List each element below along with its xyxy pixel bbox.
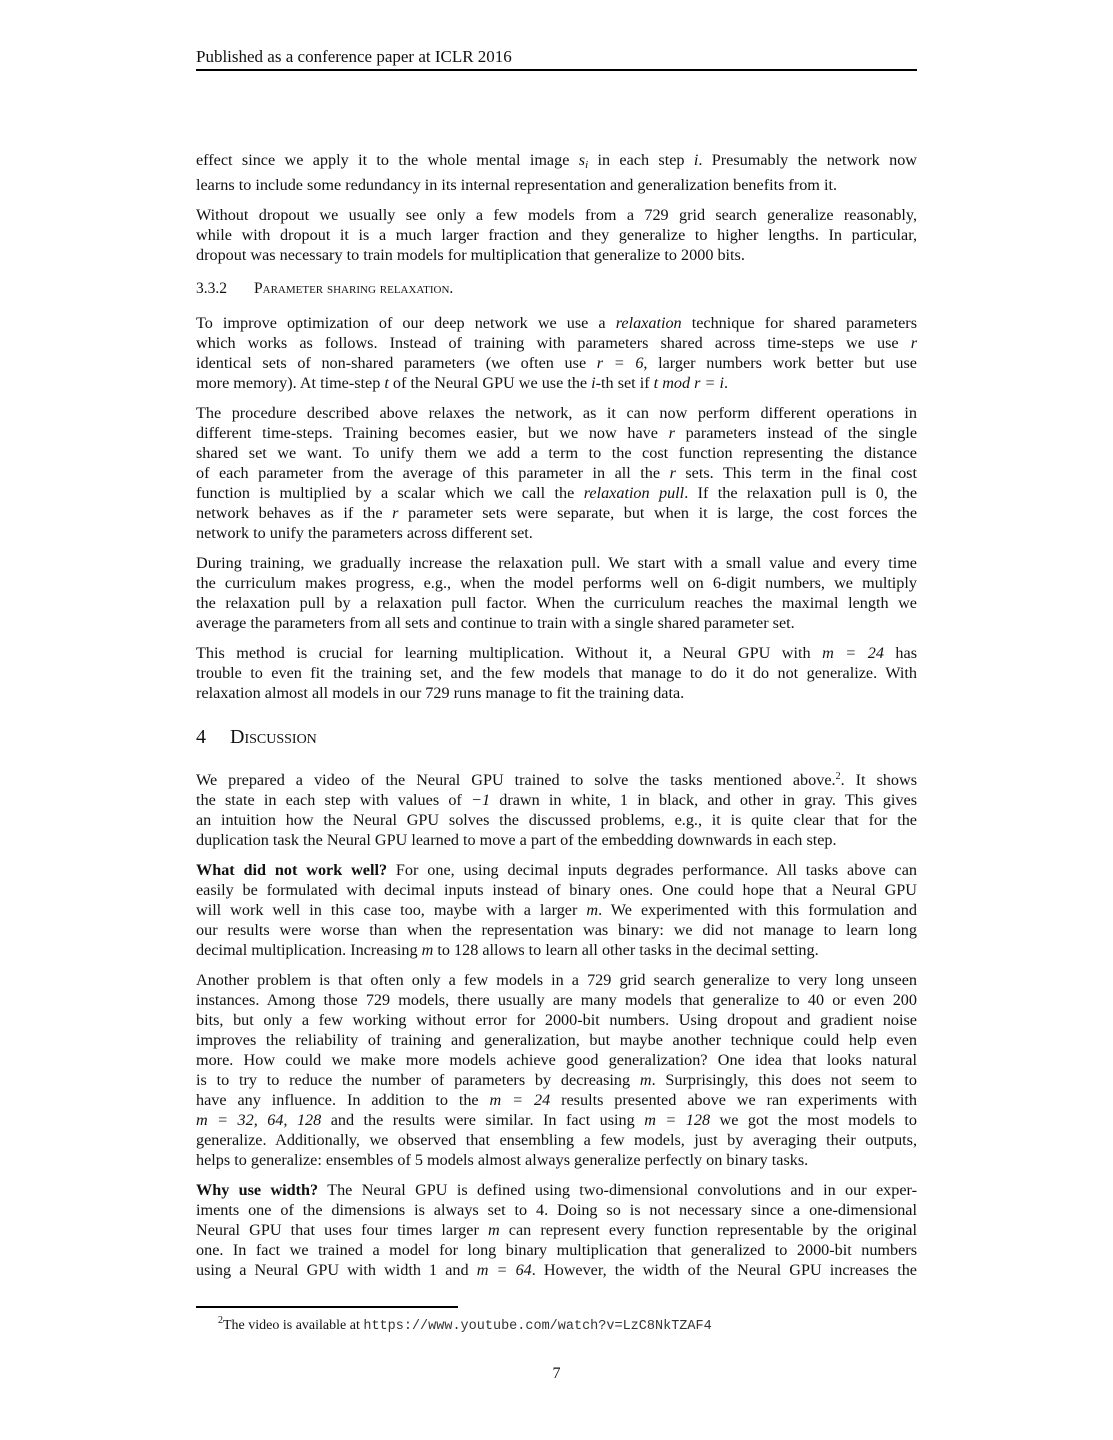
- text: the relaxation pull by a relaxation pull factor. When the curriculum reaches the maximal length we: [196, 594, 917, 612]
- math-t: t: [384, 374, 389, 392]
- math-equation: r = 6: [596, 354, 644, 372]
- text: . Presumably the network now: [698, 151, 917, 169]
- paragraph-dropout: [196, 205, 917, 265]
- text: more memory). At time-step: [196, 374, 385, 392]
- text: we got the most models to: [710, 1111, 918, 1129]
- text: Neural GPU that uses four times larger: [196, 1221, 488, 1239]
- text: network behaves as if the: [196, 504, 393, 522]
- text: identical sets of non-shared parameters (we often use: [196, 354, 597, 372]
- section-number: 3.3.2: [196, 280, 227, 297]
- text: trouble to even fit the training set, and the few models that manage to do it do not generalize. With: [196, 664, 917, 682]
- section-title: Parameter sharing relaxation.: [254, 280, 454, 297]
- text: decimal multiplication. Increasing: [196, 941, 422, 959]
- footnote-text: The video is available at: [223, 1318, 364, 1333]
- text: . Surprisingly, this does not seem to: [651, 1071, 917, 1089]
- text: , larger numbers work better but use: [643, 354, 917, 372]
- text: Another problem is that often only a few models in a 729 grid search generalize to very long unseen: [196, 971, 917, 989]
- math-equation: m = 64: [476, 1261, 532, 1279]
- footnote-url-link[interactable]: https://www.youtube.com/watch?v=LzC8NkTZAF4: [363, 1319, 712, 1334]
- math-m: m: [639, 1071, 652, 1089]
- math-m: m: [586, 901, 599, 919]
- emphasis: relaxation pull: [583, 484, 685, 502]
- emphasis: relaxation: [615, 314, 682, 332]
- footnote-ref[interactable]: 2: [835, 771, 841, 782]
- text: have any influence. In addition to the: [196, 1091, 490, 1109]
- section-heading-discussion: [196, 725, 917, 749]
- text: parameter sets were separate, but when it is large, the cost forces the: [398, 504, 917, 522]
- text: The Neural GPU is defined using two-dimensional convolutions and in our exper-: [318, 1181, 917, 1199]
- text: is to try to reduce the number of parameters by decreasing: [196, 1071, 640, 1089]
- paragraph-mental-image: [196, 150, 917, 195]
- math-subscript: i: [585, 159, 589, 171]
- text: the curriculum makes progress, e.g., when the model performs well on 6-digit numbers, we multiply: [196, 574, 917, 592]
- math-m: m: [421, 941, 434, 959]
- text: generalize. Additionally, we observed that ensembling a few models, just by averaging their outputs,: [196, 1131, 917, 1149]
- text: improves the reliability of training and generalization, but maybe another technique could help even: [196, 1031, 917, 1049]
- footnote-marker: 2: [218, 1315, 223, 1326]
- paragraph-lead-heading: Why use width?: [196, 1181, 319, 1199]
- paragraph-another-problem: [196, 970, 917, 1170]
- text: network to unify the parameters across different set.: [196, 524, 533, 542]
- math-equation: m = 32, 64, 128: [196, 1111, 322, 1129]
- text: has: [883, 644, 918, 662]
- text: while with dropout it is a much larger fraction and they generalize to higher lengths. In particular,: [196, 226, 917, 244]
- text: relaxation almost all models in our 729 runs manage to fit the training data.: [196, 684, 685, 702]
- math-r: r: [392, 504, 399, 522]
- math-equation: t mod r = i: [653, 374, 724, 392]
- text: iments one of the dimensions is always set to 4. Doing so is not necessary since a one-dimensional: [196, 1201, 917, 1219]
- text: results presented above we ran experiments with: [550, 1091, 917, 1109]
- text: can represent every function representable by the original: [499, 1221, 917, 1239]
- math-equation: m = 24: [822, 644, 884, 662]
- paragraph-relaxation-procedure: [196, 403, 917, 543]
- paragraph-method-crucial: [196, 643, 917, 703]
- text: helps to generalize: ensembles of 5 models almost always generalize perfectly on binary tasks.: [196, 1151, 809, 1169]
- subsection-heading-3-3-2: [196, 279, 917, 299]
- text: shared set we want. To unify them we add a term to the cost function representing the distance: [196, 444, 917, 462]
- text: . If the relaxation pull is 0, the: [684, 484, 918, 502]
- text: more. How could we make more models achieve good generalization? One idea that looks natural: [196, 1051, 917, 1069]
- text: different time-steps. Training becomes easier, but we now have: [196, 424, 669, 442]
- running-header: Published as a conference paper at ICLR 2016: [196, 47, 512, 66]
- text: During training, we gradually increase the relaxation pull. We start with a small value and every time: [196, 554, 917, 572]
- text: using a Neural GPU with width 1 and: [196, 1261, 477, 1279]
- text: parameters instead of the single: [674, 424, 918, 442]
- text: learns to include some redundancy in its internal representation and generalization benefits from it.: [196, 176, 837, 194]
- text: which works as follows. Instead of training with parameters shared across time-steps we use: [196, 334, 911, 352]
- text: to 128 allows to learn all other tasks in the decimal setting.: [433, 941, 819, 959]
- paragraph-what-did-not-work: [196, 860, 917, 960]
- text: instances. Among those 729 models, there usually are many models that generalize to 40 or even 200: [196, 991, 917, 1009]
- text: drawn in white, 1 in black, and other in gray. This gives: [490, 791, 917, 809]
- text: sets. This term in the final cost: [675, 464, 917, 482]
- paragraph-video: [196, 767, 917, 850]
- text: Without dropout we usually see only a few models from a 729 grid search generalize reasonably,: [196, 206, 917, 224]
- math-r: r: [668, 424, 675, 442]
- text: effect since we apply it to the whole mental image: [196, 151, 579, 169]
- text: . We experimented with this formulation and: [598, 901, 917, 919]
- text: duplication task the Neural GPU learned to move a part of the embedding downwards in each step.: [196, 831, 837, 849]
- footnote: [218, 1312, 712, 1336]
- text: . However, the width of the Neural GPU increases the: [531, 1261, 917, 1279]
- math-equation: m = 24: [489, 1091, 551, 1109]
- text: easily be formulated with decimal inputs instead of binary ones. One could hope that a Neural GPU: [196, 881, 917, 899]
- text: For one, using decimal inputs degrades performance. All tasks above can: [387, 861, 917, 879]
- text: -th set if: [595, 374, 654, 392]
- math-m: m: [487, 1221, 500, 1239]
- math-i: i: [591, 374, 596, 392]
- text: will work well in this case too, maybe with a larger: [196, 901, 587, 919]
- page-body: [196, 150, 917, 1290]
- text: We prepared a video of the Neural GPU trained to solve the tasks mentioned above.: [196, 771, 836, 789]
- math-r: r: [910, 334, 917, 352]
- text: dropout was necessary to train models for multiplication that generalize to 2000 bits.: [196, 246, 745, 264]
- header-rule: [196, 69, 917, 71]
- text: an intuition how the Neural GPU solves the discussed problems, e.g., it is quite clear that for the: [196, 811, 917, 829]
- paragraph-why-use-width: [196, 1180, 917, 1280]
- text: our results were worse than when the representation was binary: we did not manage to learn long: [196, 921, 917, 939]
- section-title: Discussion: [230, 726, 317, 748]
- section-number: 4: [196, 726, 206, 748]
- math-equation: m = 128: [644, 1111, 711, 1129]
- text: in each step: [588, 151, 694, 169]
- paragraph-relaxation-intro: [196, 313, 917, 393]
- footnote-rule: [196, 1306, 458, 1308]
- text: . It shows: [840, 771, 917, 789]
- math-r: r: [669, 464, 676, 482]
- text: and the results were similar. In fact using: [321, 1111, 645, 1129]
- text: of each parameter from the average of this parameter in all the: [196, 464, 670, 482]
- math-s: s: [578, 151, 586, 169]
- text: function is multiplied by a scalar which we call the: [196, 484, 584, 502]
- text: bits, but only a few working without error for 2000-bit numbers. Using dropout and gradient noise: [196, 1011, 917, 1029]
- text: To improve optimization of our deep network we use a: [196, 314, 616, 332]
- text: of the Neural GPU we use the: [388, 374, 592, 392]
- math-value: −1: [471, 791, 491, 809]
- text: the state in each step with values of: [196, 791, 472, 809]
- text: .: [723, 374, 729, 392]
- text: one. In fact we trained a model for long binary multiplication that generalized to 2000-bit numbers: [196, 1241, 917, 1259]
- math-i: i: [693, 151, 699, 169]
- paragraph-lead-heading: What did not work well?: [196, 861, 388, 879]
- text: average the parameters from all sets and continue to train with a single shared parameter set.: [196, 614, 795, 632]
- text: technique for shared parameters: [681, 314, 917, 332]
- text: This method is crucial for learning multiplication. Without it, a Neural GPU with: [196, 644, 823, 662]
- page-number: 7: [552, 1365, 561, 1382]
- text: The procedure described above relaxes the network, as it can now perform different operations in: [196, 404, 917, 422]
- paragraph-training-schedule: [196, 553, 917, 633]
